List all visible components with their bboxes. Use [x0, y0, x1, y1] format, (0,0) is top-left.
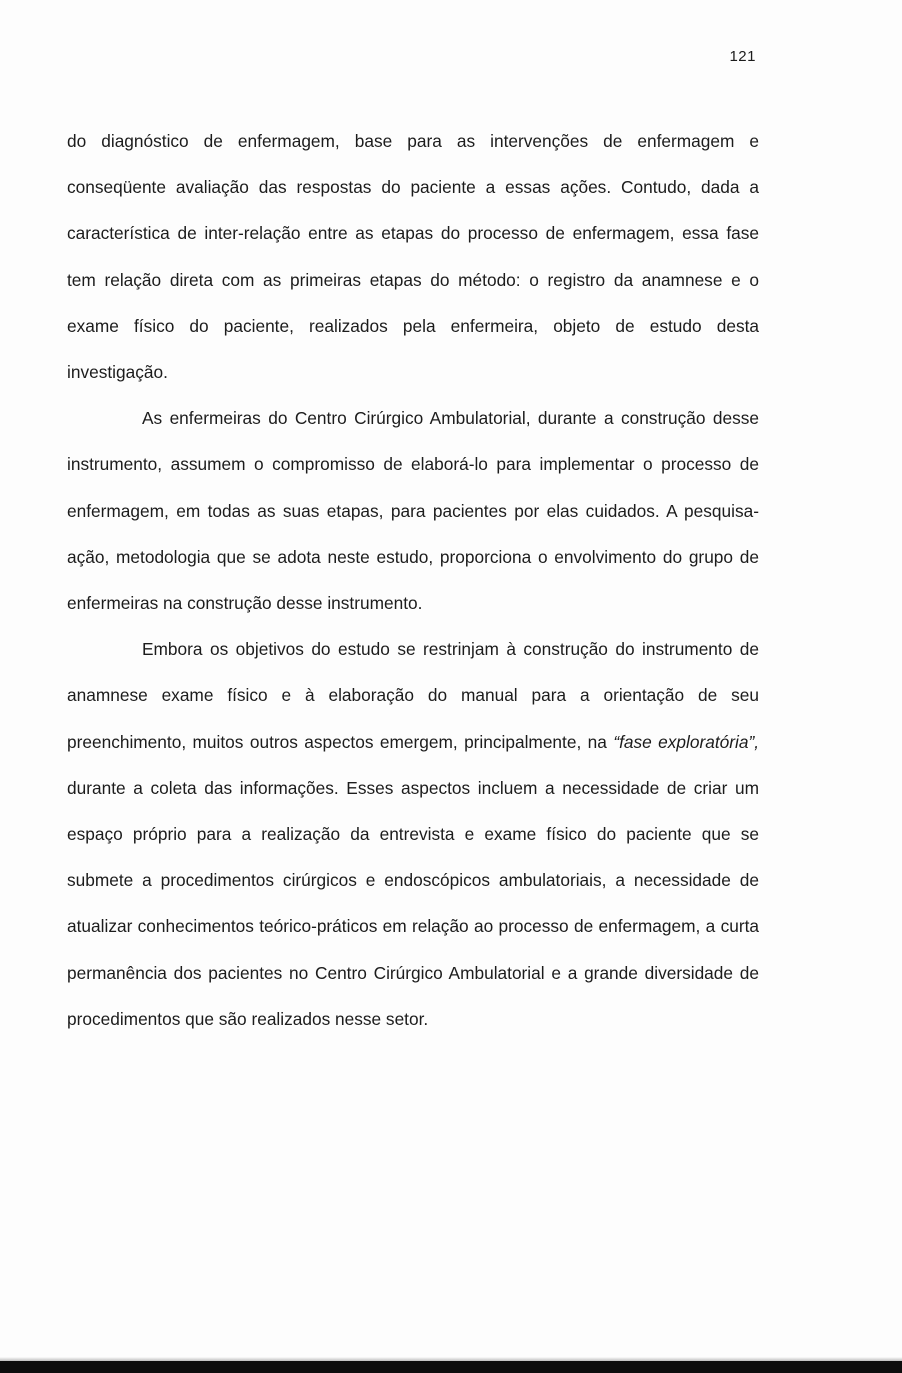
paragraph-3-emphasis: “fase exploratória”, — [613, 731, 759, 752]
paragraph-3 — [67, 626, 759, 1042]
page-number: 121 — [729, 48, 756, 65]
paragraph-3-part-2: durante a coleta das informações. Esses aspectos incluem a necessidade de criar um espaço próprio para a realização da entrevista e exame físico do paciente que se submete a procedimentos cirúrgicos e endoscópicos ambulatoriais, a necessidade de atualizar conhecimentos teórico-práticos em relação ao processo de enfermagem, a curta permanência dos pacientes no Centro Cirúrgico Ambulatorial e a grande diversidade de procedimentos que são realizados nesse setor. — [67, 777, 759, 1029]
paragraph-3-part-1: Embora os objetivos do estudo se restrinjam à construção do instrumento de anamnese exame físico e à elaboração do manual para a orientação de seu preenchimento, muitos outros aspectos emergem, principalmente, na — [67, 639, 759, 752]
scan-bottom-edge — [0, 1361, 902, 1373]
paragraph-2: As enfermeiras do Centro Cirúrgico Ambulatorial, durante a construção desse instrumento, assumem o compromisso de elaborá-lo para implementar o processo de enfermagem, em todas as suas etapas, para pacientes por elas cuidados. A pesquisa-ação, metodologia que se adota neste estudo, proporciona o envolvimento do grupo de enfermeiras na construção desse instrumento. — [67, 408, 759, 614]
body-text — [67, 118, 759, 1042]
paragraph-1: do diagnóstico de enfermagem, base para as intervenções de enfermagem e conseqüente avaliação das respostas do paciente a essas ações. Contudo, dada a característica de inter-relação entre as etapas do processo de enfermagem, essa fase tem relação direta com as primeiras etapas do método: o registro da anamnese e o exame físico do paciente, realizados pela enfermeira, objeto de estudo desta investigação. — [67, 131, 759, 383]
